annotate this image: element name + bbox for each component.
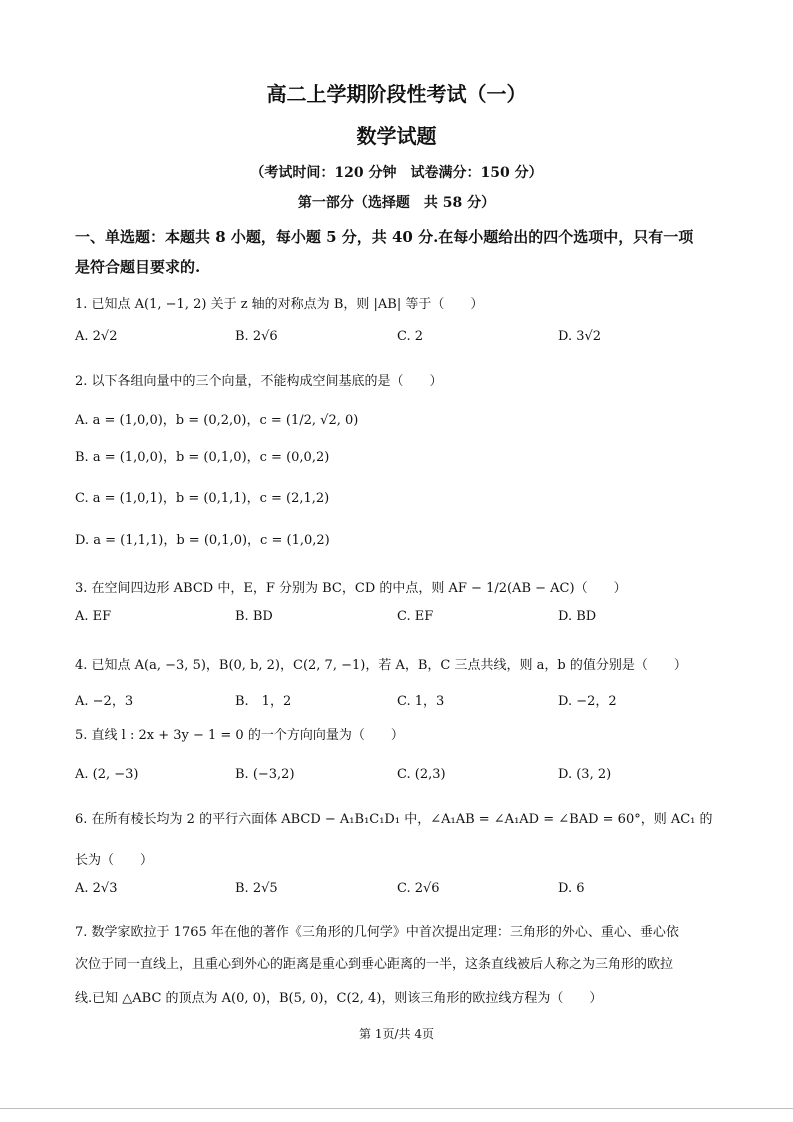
page-bottom-divider <box>0 1108 793 1109</box>
page-number: 第 1页/共 4页 <box>359 1027 434 1041</box>
question-5-text: 5. 直线 l : 2x + 3y − 1 = 0 的一个方向向量为（ ） <box>75 728 404 743</box>
subject-title: 数学试题 <box>356 124 437 148</box>
question-6-line2: 长为（ ） <box>75 853 154 868</box>
q3-option-d[interactable]: D. BD <box>558 609 597 624</box>
question-2-text: 2. 以下各组向量中的三个向量，不能构成空间基底的是（ ） <box>75 374 443 389</box>
q5-option-c[interactable]: C. (2,3) <box>397 767 446 782</box>
q4-option-b[interactable]: B. 1，2 <box>235 694 292 709</box>
q5-option-b[interactable]: B. (−3,2) <box>235 767 295 782</box>
q4-option-d[interactable]: D. −2，2 <box>558 694 617 709</box>
q6-option-b[interactable]: B. 2√5 <box>235 881 278 896</box>
q6-option-d[interactable]: D. 6 <box>558 881 585 896</box>
q3-option-a[interactable]: A. EF <box>75 609 112 624</box>
question-7-line1: 7. 数学家欧拉于 1765 年在他的著作《三角形的几何学》中首次提出定理：三角形的外心、重心、垂心依 <box>75 925 679 940</box>
q2-option-b[interactable]: B. a = (1,0,0)，b = (0,1,0)，c = (0,0,2) <box>75 450 330 465</box>
q3-option-c[interactable]: C. EF <box>397 609 434 624</box>
q4-option-a[interactable]: A. −2，3 <box>75 694 134 709</box>
question-4-text: 4. 已知点 A(a, −3, 5)，B(0, b, 2)，C(2, 7, −1)，若 A，B，C 三点共线，则 a，b 的值分别是（ ） <box>75 658 687 673</box>
q3-option-b[interactable]: B. BD <box>235 609 273 624</box>
q2-option-d[interactable]: D. a = (1,1,1)，b = (0,1,0)，c = (1,0,2) <box>75 533 330 548</box>
section-heading-line2: 是符合题目要求的. <box>75 258 201 276</box>
question-7-line2: 次位于同一直线上，且重心到外心的距离是重心到垂心距离的一半，这条直线被后人称之为三角形的欧拉 <box>75 957 674 972</box>
question-7-line3: 线.已知 △ABC 的顶点为 A(0, 0)，B(5, 0)，C(2, 4)，则该三角形的欧拉线方程为（ ） <box>75 991 603 1006</box>
q6-option-a[interactable]: A. 2√3 <box>75 881 118 896</box>
q5-option-a[interactable]: A. (2, −3) <box>75 767 139 782</box>
q1-option-d[interactable]: D. 3√2 <box>558 329 602 344</box>
question-3-text: 3. 在空间四边形 ABCD 中，E，F 分别为 BC，CD 的中点，则 AF − 1/2(AB − AC)（ ） <box>75 581 627 596</box>
q1-option-a[interactable]: A. 2√2 <box>75 329 118 344</box>
q6-option-c[interactable]: C. 2√6 <box>397 881 440 896</box>
q5-option-d[interactable]: D. (3, 2) <box>558 767 612 782</box>
exam-info: （考试时间：120 分钟 试卷满分：150 分） <box>250 165 543 181</box>
document-title: 高二上学期阶段性考试（一） <box>266 82 527 106</box>
part-heading: 第一部分（选择题 共 58 分） <box>297 195 496 211</box>
question-1-text: 1. 已知点 A(1, −1, 2) 关于 z 轴的对称点为 B，则 |AB| 等于（ ） <box>75 297 484 312</box>
q2-option-c[interactable]: C. a = (1,0,1)，b = (0,1,1)，c = (2,1,2) <box>75 491 330 506</box>
question-6-line1: 6. 在所有棱长均为 2 的平行六面体 ABCD − A₁B₁C₁D₁ 中，∠A₁AB = ∠A₁AD = ∠BAD = 60°，则 AC₁ 的 <box>75 812 713 827</box>
q1-option-c[interactable]: C. 2 <box>397 329 424 344</box>
q2-option-a[interactable]: A. a = (1,0,0)，b = (0,2,0)，c = (1/2, √2, 0) <box>75 413 359 428</box>
q4-option-c[interactable]: C. 1，3 <box>397 694 445 709</box>
q1-option-b[interactable]: B. 2√6 <box>235 329 278 344</box>
section-heading-line1: 一、单选题：本题共 8 小题，每小题 5 分，共 40 分.在每小题给出的四个选项中，只有一项 <box>75 228 694 246</box>
